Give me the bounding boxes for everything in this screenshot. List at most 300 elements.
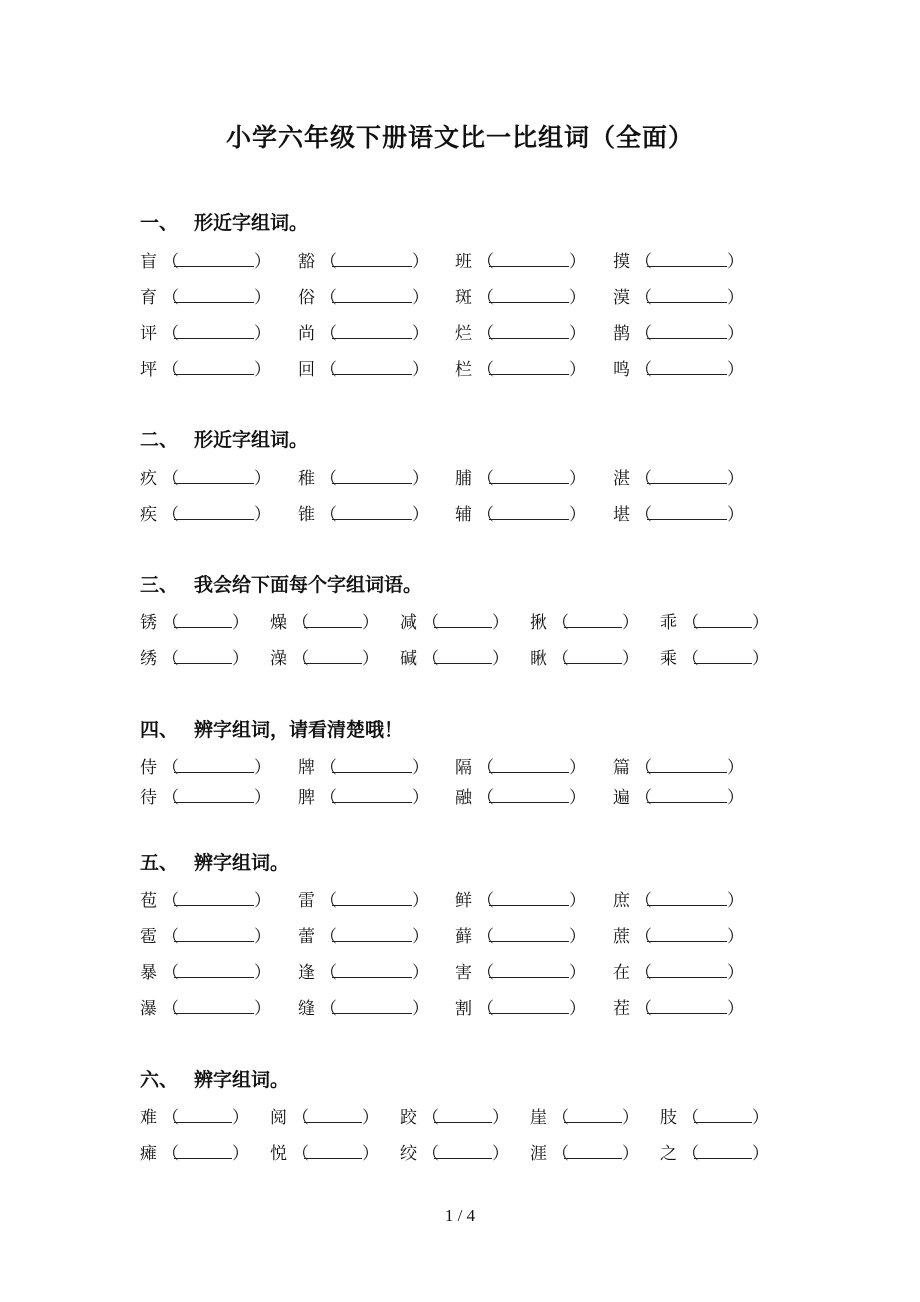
word-item [270,1106,379,1130]
word-item [455,250,586,274]
word-row [140,503,780,527]
word-item [298,358,429,382]
open-paren: （ [320,324,337,344]
answer-blank[interactable] [489,927,569,942]
open-paren: （ [320,505,337,525]
word-item [140,322,271,346]
character: 烂 [455,324,472,344]
answer-blank[interactable] [647,288,727,303]
answer-blank[interactable] [174,927,254,942]
word-item [455,997,586,1021]
open-paren: （ [292,613,309,633]
close-paren: ） [412,505,429,525]
answer-blank[interactable] [174,963,254,978]
answer-blank[interactable] [332,927,412,942]
close-paren: ） [412,758,429,778]
answer-blank[interactable] [332,324,412,339]
open-paren: （ [635,324,652,344]
close-paren: ） [622,1108,639,1128]
character: 育 [140,288,157,308]
answer-blank[interactable] [489,252,569,267]
character: 班 [455,252,472,272]
answer-blank[interactable] [434,613,492,628]
close-paren: ） [727,788,744,808]
answer-blank[interactable] [647,252,727,267]
character: 辅 [455,505,472,525]
character: 揪 [530,613,547,633]
word-row [140,1106,780,1130]
answer-blank[interactable] [174,469,254,484]
answer-blank[interactable] [174,1108,232,1123]
character: 锥 [298,505,315,525]
answer-blank[interactable] [332,999,412,1014]
open-paren: （ [477,324,494,344]
word-item [400,1106,509,1130]
close-paren: ） [752,1144,769,1164]
answer-blank[interactable] [647,963,727,978]
open-paren: （ [635,505,652,525]
character: 瘫 [140,1144,157,1164]
section-title: 辨字组词。 [194,1069,290,1091]
word-item [530,1142,639,1166]
answer-blank[interactable] [332,288,412,303]
character: 雷 [298,891,315,911]
open-paren: （ [635,891,652,911]
close-paren: ） [622,613,639,633]
word-item [140,358,271,382]
open-paren: （ [320,788,337,808]
section-number: 四、 [140,719,179,741]
open-paren: （ [320,891,337,911]
answer-blank[interactable] [647,999,727,1014]
character: 燥 [270,613,287,633]
answer-blank[interactable] [174,1144,232,1159]
answer-blank[interactable] [489,758,569,773]
open-paren: （ [477,788,494,808]
close-paren: ） [232,1108,249,1128]
word-item [140,503,271,527]
word-row [140,611,780,635]
open-paren: （ [320,469,337,489]
word-item [455,358,586,382]
word-item [270,611,379,635]
word-row [140,358,780,382]
open-paren: （ [162,999,179,1019]
word-item [400,1142,509,1166]
character: 鹊 [613,324,630,344]
character: 斑 [455,288,472,308]
character: 蕾 [298,927,315,947]
answer-blank[interactable] [332,252,412,267]
answer-blank[interactable] [174,324,254,339]
open-paren: （ [635,999,652,1019]
open-paren: （ [477,891,494,911]
answer-blank[interactable] [174,288,254,303]
word-item [140,1106,249,1130]
answer-blank[interactable] [489,324,569,339]
word-item [400,647,509,671]
close-paren: ） [254,963,271,983]
open-paren: （ [422,649,439,669]
character: 减 [400,613,417,633]
character: 澡 [270,649,287,669]
word-item [270,647,379,671]
character: 乖 [660,613,677,633]
close-paren: ） [752,1108,769,1128]
word-item [455,756,586,780]
answer-blank[interactable] [174,649,232,664]
character: 疾 [140,505,157,525]
close-paren: ） [492,1108,509,1128]
word-item [613,925,744,949]
page-title: 小学六年级下册语文比一比组词（全面） [225,123,694,152]
answer-blank[interactable] [174,758,254,773]
answer-blank[interactable] [647,927,727,942]
answer-blank[interactable] [564,1108,622,1123]
close-paren: ） [569,788,586,808]
section-title: 形近字组词。 [194,212,309,234]
open-paren: （ [320,999,337,1019]
section-heading [140,570,422,597]
answer-blank[interactable] [174,891,254,906]
open-paren: （ [552,649,569,669]
answer-blank[interactable] [489,891,569,906]
character: 侍 [140,758,157,778]
close-paren: ） [727,963,744,983]
answer-blank[interactable] [174,252,254,267]
word-item [455,925,586,949]
open-paren: （ [682,613,699,633]
open-paren: （ [162,758,179,778]
close-paren: ） [752,613,769,633]
close-paren: ） [569,288,586,308]
answer-blank[interactable] [332,360,412,375]
word-item [298,756,429,780]
open-paren: （ [477,288,494,308]
section-title: 我会给下面每个字组词语。 [194,574,423,596]
open-paren: （ [635,252,652,272]
word-item [455,286,586,310]
answer-blank[interactable] [564,1144,622,1159]
close-paren: ） [569,469,586,489]
open-paren: （ [635,758,652,778]
answer-blank[interactable] [174,788,254,803]
word-item [270,1142,379,1166]
section-heading [140,208,308,235]
answer-blank[interactable] [304,613,362,628]
section-number: 三、 [140,574,179,596]
answer-blank[interactable] [694,1144,752,1159]
close-paren: ） [569,891,586,911]
word-item [140,467,271,491]
character: 崖 [530,1108,547,1128]
answer-blank[interactable] [304,649,362,664]
open-paren: （ [320,252,337,272]
word-row [140,756,780,780]
character: 栏 [455,360,472,380]
answer-blank[interactable] [332,505,412,520]
open-paren: （ [477,505,494,525]
open-paren: （ [292,649,309,669]
close-paren: ） [569,505,586,525]
open-paren: （ [477,360,494,380]
close-paren: ） [492,1144,509,1164]
character: 坪 [140,360,157,380]
close-paren: ） [362,613,379,633]
word-item [455,503,586,527]
word-item [613,786,744,810]
close-paren: ） [232,1144,249,1164]
close-paren: ） [727,252,744,272]
close-paren: ） [362,1108,379,1128]
answer-blank[interactable] [489,999,569,1014]
open-paren: （ [635,469,652,489]
open-paren: （ [635,360,652,380]
open-paren: （ [162,613,179,633]
answer-blank[interactable] [332,758,412,773]
open-paren: （ [162,891,179,911]
open-paren: （ [162,649,179,669]
answer-blank[interactable] [434,1108,492,1123]
close-paren: ） [569,999,586,1019]
character: 碱 [400,649,417,669]
page-number: 1 / 4 [444,1206,476,1225]
answer-blank[interactable] [489,963,569,978]
character: 堪 [613,505,630,525]
answer-blank[interactable] [434,649,492,664]
close-paren: ） [254,788,271,808]
close-paren: ） [569,758,586,778]
close-paren: ） [569,963,586,983]
section-title: 辨字组词。 [194,852,290,874]
word-item [613,997,744,1021]
open-paren: （ [477,758,494,778]
close-paren: ） [232,613,249,633]
word-item [298,925,429,949]
word-item [298,467,429,491]
word-item [298,961,429,985]
answer-blank[interactable] [489,788,569,803]
answer-blank[interactable] [694,1108,752,1123]
word-item [140,961,271,985]
word-item [400,611,509,635]
character: 逢 [298,963,315,983]
character: 评 [140,324,157,344]
answer-blank[interactable] [489,360,569,375]
word-row [140,997,780,1021]
word-item [660,611,769,635]
close-paren: ） [569,360,586,380]
close-paren: ） [727,891,744,911]
word-row [140,286,780,310]
close-paren: ） [254,927,271,947]
close-paren: ） [412,927,429,947]
close-paren: ） [362,649,379,669]
word-item [660,1142,769,1166]
open-paren: （ [320,288,337,308]
close-paren: ） [727,469,744,489]
word-item [613,503,744,527]
open-paren: （ [162,963,179,983]
open-paren: （ [477,999,494,1019]
section-number: 一、 [140,212,179,234]
open-paren: （ [422,1108,439,1128]
open-paren: （ [162,1108,179,1128]
character: 隔 [455,758,472,778]
word-item [613,322,744,346]
open-paren: （ [682,1144,699,1164]
open-paren: （ [162,252,179,272]
word-item [140,250,271,274]
answer-blank[interactable] [564,613,622,628]
open-paren: （ [635,788,652,808]
word-item [298,997,429,1021]
word-row [140,786,780,810]
close-paren: ） [254,288,271,308]
word-item [298,322,429,346]
word-item [140,1142,249,1166]
close-paren: ） [492,649,509,669]
word-item [140,889,271,913]
close-paren: ） [254,252,271,272]
close-paren: ） [412,963,429,983]
character: 跤 [400,1108,417,1128]
close-paren: ） [727,505,744,525]
open-paren: （ [162,288,179,308]
character: 肢 [660,1108,677,1128]
close-paren: ） [727,758,744,778]
open-paren: （ [162,360,179,380]
word-item [140,756,271,780]
character: 回 [298,360,315,380]
character: 牌 [298,758,315,778]
character: 苞 [140,891,157,911]
word-item [530,611,639,635]
character: 盲 [140,252,157,272]
word-item [455,786,586,810]
section-heading [140,1065,289,1092]
section-heading [140,715,403,742]
answer-blank[interactable] [332,788,412,803]
character: 尚 [298,324,315,344]
close-paren: ） [622,1144,639,1164]
character: 蔗 [613,927,630,947]
character: 漠 [613,288,630,308]
word-item [140,925,271,949]
answer-blank[interactable] [174,613,232,628]
answer-blank[interactable] [694,649,752,664]
answer-blank[interactable] [174,360,254,375]
character: 之 [660,1144,677,1164]
character: 悦 [270,1144,287,1164]
close-paren: ） [492,613,509,633]
character: 茬 [613,999,630,1019]
answer-blank[interactable] [489,288,569,303]
answer-blank[interactable] [304,1144,362,1159]
answer-blank[interactable] [174,999,254,1014]
answer-blank[interactable] [647,758,727,773]
close-paren: ） [254,324,271,344]
character: 遍 [613,788,630,808]
answer-blank[interactable] [647,505,727,520]
answer-blank[interactable] [647,360,727,375]
word-item [455,961,586,985]
answer-blank[interactable] [332,891,412,906]
open-paren: （ [292,1144,309,1164]
character: 割 [455,999,472,1019]
answer-blank[interactable] [489,505,569,520]
answer-blank[interactable] [434,1144,492,1159]
answer-blank[interactable] [647,788,727,803]
close-paren: ） [569,324,586,344]
section-title: 辨字组词，请看清楚哦！ [194,719,404,741]
close-paren: ） [752,649,769,669]
answer-blank[interactable] [694,613,752,628]
word-item [613,286,744,310]
open-paren: （ [292,1108,309,1128]
character: 鲜 [455,891,472,911]
answer-blank[interactable] [647,324,727,339]
close-paren: ） [727,288,744,308]
section-title: 形近字组词。 [194,429,309,451]
section-number: 五、 [140,852,179,874]
close-paren: ） [412,788,429,808]
word-item [613,961,744,985]
answer-blank[interactable] [332,963,412,978]
answer-blank[interactable] [174,505,254,520]
word-row [140,467,780,491]
word-row [140,322,780,346]
open-paren: （ [162,927,179,947]
word-item [613,358,744,382]
character: 鸣 [613,360,630,380]
close-paren: ） [254,999,271,1019]
open-paren: （ [477,469,494,489]
answer-blank[interactable] [647,891,727,906]
character: 藓 [455,927,472,947]
open-paren: （ [682,649,699,669]
open-paren: （ [682,1108,699,1128]
answer-blank[interactable] [332,469,412,484]
answer-blank[interactable] [647,469,727,484]
close-paren: ） [412,252,429,272]
word-item [298,889,429,913]
answer-blank[interactable] [489,469,569,484]
word-item [140,286,271,310]
close-paren: ） [622,649,639,669]
answer-blank[interactable] [564,649,622,664]
character: 阅 [270,1108,287,1128]
close-paren: ） [727,360,744,380]
close-paren: ） [254,505,271,525]
word-item [613,250,744,274]
character: 涯 [530,1144,547,1164]
close-paren: ） [254,360,271,380]
word-item [298,503,429,527]
open-paren: （ [552,1108,569,1128]
character: 在 [613,963,630,983]
close-paren: ） [232,649,249,669]
answer-blank[interactable] [304,1108,362,1123]
word-row [140,647,780,671]
section-number: 二、 [140,429,179,451]
character: 疚 [140,469,157,489]
character: 篇 [613,758,630,778]
open-paren: （ [477,963,494,983]
character: 待 [140,788,157,808]
close-paren: ） [412,360,429,380]
character: 暴 [140,963,157,983]
